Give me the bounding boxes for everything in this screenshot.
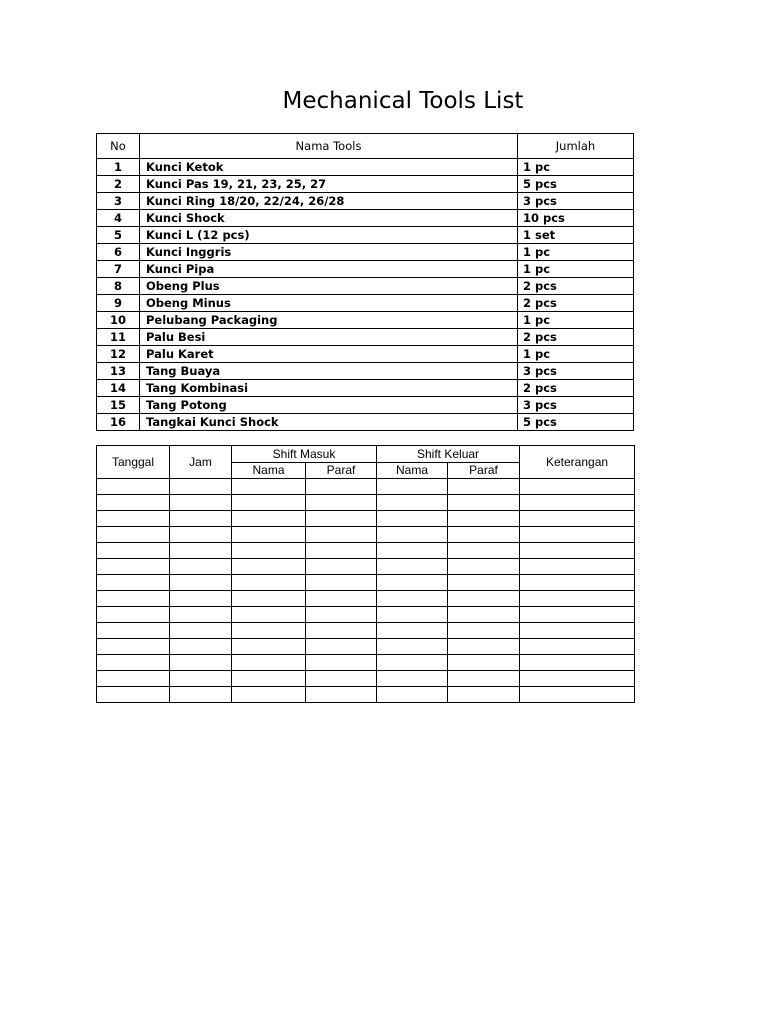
log-cell	[97, 607, 170, 623]
log-cell	[448, 687, 520, 703]
log-cell	[232, 687, 306, 703]
tool-quantity: 1 pc	[518, 312, 634, 329]
tool-quantity: 5 pcs	[518, 414, 634, 431]
log-cell	[232, 639, 306, 655]
log-cell	[306, 671, 377, 687]
log-row	[97, 687, 635, 703]
log-cell	[97, 575, 170, 591]
log-cell	[97, 623, 170, 639]
log-cell	[520, 607, 635, 623]
log-cell	[377, 527, 448, 543]
log-cell	[170, 623, 232, 639]
header-no: No	[97, 134, 140, 159]
log-cell	[306, 591, 377, 607]
tool-name: Kunci Shock	[140, 210, 518, 227]
tool-number: 1	[97, 159, 140, 176]
header-masuk-paraf: Paraf	[306, 463, 377, 479]
log-cell	[448, 607, 520, 623]
header-keterangan: Keterangan	[520, 446, 635, 479]
tool-quantity: 3 pcs	[518, 193, 634, 210]
tool-name: Obeng Plus	[140, 278, 518, 295]
log-cell	[232, 527, 306, 543]
log-cell	[232, 671, 306, 687]
log-cell	[232, 655, 306, 671]
table-row	[97, 312, 634, 329]
log-cell	[377, 639, 448, 655]
log-cell	[306, 687, 377, 703]
log-cell	[232, 543, 306, 559]
table-row	[97, 193, 634, 210]
log-cell	[377, 575, 448, 591]
header-jam: Jam	[170, 446, 232, 479]
log-cell	[448, 511, 520, 527]
tool-quantity: 1 pc	[518, 159, 634, 176]
tool-quantity: 2 pcs	[518, 278, 634, 295]
log-cell	[448, 479, 520, 495]
log-cell	[170, 575, 232, 591]
table-row	[97, 261, 634, 278]
log-cell	[170, 671, 232, 687]
log-cell	[306, 527, 377, 543]
log-cell	[97, 639, 170, 655]
log-cell	[520, 543, 635, 559]
log-cell	[377, 671, 448, 687]
table-row	[97, 329, 634, 346]
log-cell	[97, 479, 170, 495]
log-row	[97, 479, 635, 495]
tool-name: Kunci Inggris	[140, 244, 518, 261]
log-row	[97, 575, 635, 591]
log-cell	[377, 607, 448, 623]
log-cell	[306, 559, 377, 575]
log-cell	[520, 591, 635, 607]
tool-name: Palu Besi	[140, 329, 518, 346]
log-cell	[377, 559, 448, 575]
log-cell	[170, 495, 232, 511]
log-cell	[448, 591, 520, 607]
log-cell	[306, 623, 377, 639]
table-row	[97, 210, 634, 227]
log-cell	[377, 479, 448, 495]
log-cell	[232, 495, 306, 511]
log-cell	[170, 479, 232, 495]
log-cell	[232, 479, 306, 495]
page-title: Mechanical Tools List	[282, 88, 524, 114]
tool-number: 5	[97, 227, 140, 244]
shift-log-table	[96, 445, 635, 703]
log-cell	[520, 639, 635, 655]
log-cell	[97, 655, 170, 671]
log-cell	[170, 639, 232, 655]
log-cell	[170, 655, 232, 671]
log-cell	[520, 575, 635, 591]
tool-name: Pelubang Packaging	[140, 312, 518, 329]
log-cell	[448, 575, 520, 591]
header-shift-masuk: Shift Masuk	[232, 446, 377, 463]
header-shift-keluar: Shift Keluar	[377, 446, 520, 463]
log-cell	[306, 495, 377, 511]
log-cell	[448, 671, 520, 687]
log-cell	[520, 671, 635, 687]
tool-quantity: 2 pcs	[518, 295, 634, 312]
log-cell	[232, 575, 306, 591]
log-cell	[448, 639, 520, 655]
log-cell	[448, 623, 520, 639]
log-cell	[377, 687, 448, 703]
log-cell	[170, 511, 232, 527]
log-cell	[306, 655, 377, 671]
log-cell	[448, 543, 520, 559]
log-cell	[97, 559, 170, 575]
log-cell	[97, 687, 170, 703]
tool-name: Kunci Ring 18/20, 22/24, 26/28	[140, 193, 518, 210]
log-cell	[232, 607, 306, 623]
tool-number: 13	[97, 363, 140, 380]
log-row	[97, 671, 635, 687]
tool-name: Kunci L (12 pcs)	[140, 227, 518, 244]
log-cell	[97, 671, 170, 687]
log-cell	[97, 527, 170, 543]
tool-quantity: 1 pc	[518, 244, 634, 261]
log-cell	[377, 623, 448, 639]
log-row	[97, 511, 635, 527]
table-row	[97, 227, 634, 244]
log-cell	[448, 527, 520, 543]
tools-table	[96, 133, 634, 431]
log-cell	[520, 623, 635, 639]
header-name: Nama Tools	[140, 134, 518, 159]
tool-number: 14	[97, 380, 140, 397]
log-row	[97, 655, 635, 671]
log-cell	[232, 559, 306, 575]
log-cell	[97, 591, 170, 607]
header-tanggal: Tanggal	[97, 446, 170, 479]
tool-number: 8	[97, 278, 140, 295]
log-row	[97, 607, 635, 623]
log-cell	[520, 655, 635, 671]
log-row	[97, 527, 635, 543]
log-cell	[97, 511, 170, 527]
header-keluar-nama: Nama	[377, 463, 448, 479]
log-cell	[306, 639, 377, 655]
table-row	[97, 363, 634, 380]
tool-number: 16	[97, 414, 140, 431]
log-cell	[377, 543, 448, 559]
log-cell	[170, 591, 232, 607]
tool-number: 15	[97, 397, 140, 414]
log-row	[97, 623, 635, 639]
log-cell	[232, 623, 306, 639]
tool-number: 9	[97, 295, 140, 312]
tool-quantity: 10 pcs	[518, 210, 634, 227]
log-cell	[377, 655, 448, 671]
tool-quantity: 3 pcs	[518, 397, 634, 414]
tool-number: 3	[97, 193, 140, 210]
tool-quantity: 2 pcs	[518, 380, 634, 397]
tool-name: Obeng Minus	[140, 295, 518, 312]
log-cell	[520, 559, 635, 575]
header-qty: Jumlah	[518, 134, 634, 159]
log-cell	[97, 543, 170, 559]
log-cell	[377, 511, 448, 527]
log-cell	[170, 559, 232, 575]
tool-name: Kunci Ketok	[140, 159, 518, 176]
table-row	[97, 176, 634, 193]
log-cell	[306, 543, 377, 559]
tool-number: 12	[97, 346, 140, 363]
tool-number: 2	[97, 176, 140, 193]
table-row	[97, 278, 634, 295]
table-row	[97, 380, 634, 397]
log-cell	[306, 511, 377, 527]
table-row	[97, 295, 634, 312]
log-cell	[448, 495, 520, 511]
tools-header-row	[97, 134, 634, 159]
table-row	[97, 159, 634, 176]
log-cell	[520, 511, 635, 527]
header-keluar-paraf: Paraf	[448, 463, 520, 479]
log-cell	[97, 495, 170, 511]
log-cell	[448, 655, 520, 671]
tool-name: Kunci Pipa	[140, 261, 518, 278]
tool-name: Tang Potong	[140, 397, 518, 414]
tool-name: Kunci Pas 19, 21, 23, 25, 27	[140, 176, 518, 193]
tool-quantity: 1 pc	[518, 346, 634, 363]
log-cell	[520, 527, 635, 543]
log-row	[97, 495, 635, 511]
tool-quantity: 2 pcs	[518, 329, 634, 346]
log-cell	[170, 543, 232, 559]
log-row	[97, 591, 635, 607]
tool-name: Tang Kombinasi	[140, 380, 518, 397]
table-row	[97, 414, 634, 431]
tool-number: 11	[97, 329, 140, 346]
log-cell	[520, 479, 635, 495]
log-row	[97, 639, 635, 655]
log-cell	[306, 479, 377, 495]
tool-name: Tangkai Kunci Shock	[140, 414, 518, 431]
table-row	[97, 346, 634, 363]
tool-quantity: 1 pc	[518, 261, 634, 278]
tool-quantity: 5 pcs	[518, 176, 634, 193]
tool-quantity: 3 pcs	[518, 363, 634, 380]
tool-name: Tang Buaya	[140, 363, 518, 380]
header-masuk-nama: Nama	[232, 463, 306, 479]
log-cell	[232, 511, 306, 527]
log-cell	[170, 607, 232, 623]
tool-number: 10	[97, 312, 140, 329]
log-cell	[448, 559, 520, 575]
log-row	[97, 543, 635, 559]
log-cell	[306, 575, 377, 591]
log-cell	[520, 687, 635, 703]
log-cell	[377, 495, 448, 511]
log-cell	[377, 591, 448, 607]
tool-number: 4	[97, 210, 140, 227]
log-cell	[170, 687, 232, 703]
tool-name: Palu Karet	[140, 346, 518, 363]
log-cell	[520, 495, 635, 511]
log-cell	[170, 527, 232, 543]
tool-quantity: 1 set	[518, 227, 634, 244]
table-row	[97, 244, 634, 261]
log-cell	[306, 607, 377, 623]
tool-number: 7	[97, 261, 140, 278]
table-row	[97, 397, 634, 414]
log-row	[97, 559, 635, 575]
log-cell	[232, 591, 306, 607]
tool-number: 6	[97, 244, 140, 261]
